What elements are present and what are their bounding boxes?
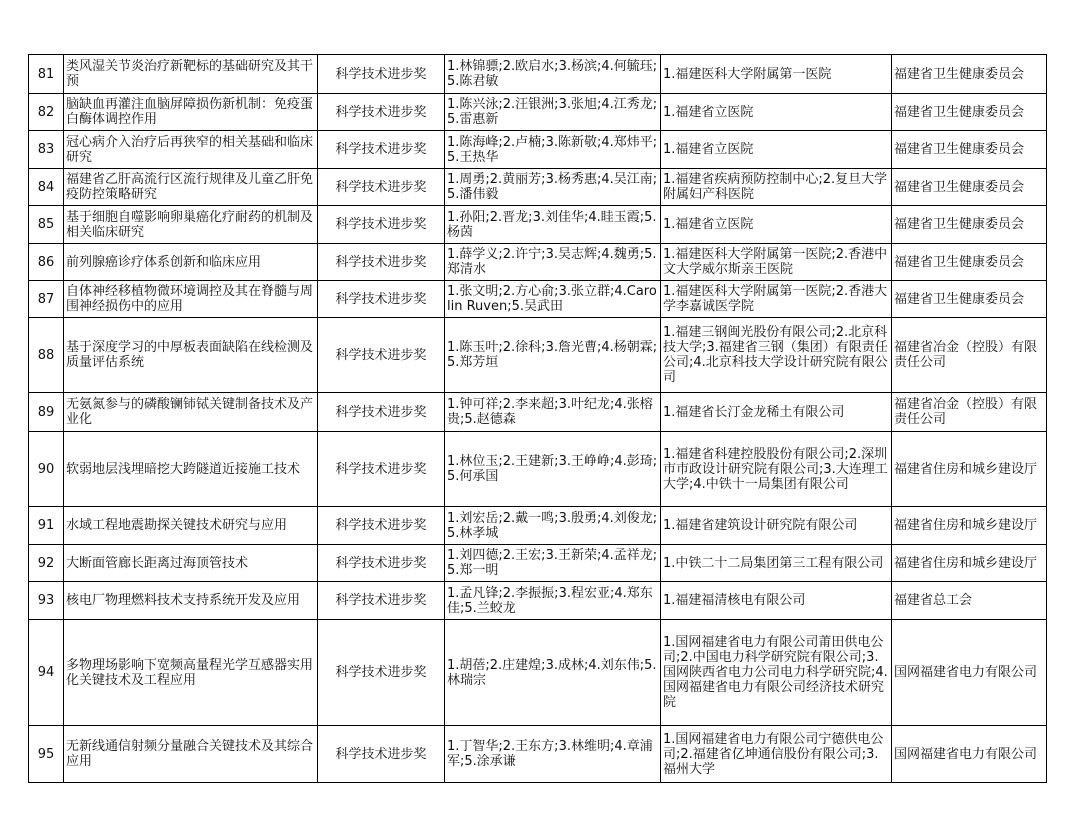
project-name: 水域工程地震勘探关键技术研究与应用 bbox=[64, 507, 318, 545]
row-number: 89 bbox=[29, 393, 64, 432]
nominating-unit: 福建省卫生健康委员会 bbox=[892, 169, 1047, 206]
table-row bbox=[29, 726, 1047, 783]
row-number: 82 bbox=[29, 94, 64, 131]
table-row bbox=[29, 620, 1047, 726]
completing-organizations: 1.福建三钢闽光股份有限公司;2.北京科技大学;3.福建省三钢（集团）有限责任公司;4.北京科技大学设计研究院有限公司 bbox=[661, 318, 892, 393]
main-contributors: 1.陈海峰;2.卢楠;3.陈新敬;4.郑炜平;5.王热华 bbox=[445, 131, 661, 169]
main-contributors: 1.刘四德;2.王宏;3.王新荣;4.孟祥龙;5.郑一明 bbox=[445, 545, 661, 582]
nominating-unit: 福建省冶金（控股）有限责任公司 bbox=[892, 393, 1047, 432]
main-contributors: 1.张文明;2.方心俞;3.张立群;4.Carolin Ruven;5.吴武田 bbox=[445, 281, 661, 318]
project-name: 冠心病介入治疗后再狭窄的相关基础和临床研究 bbox=[64, 131, 318, 169]
completing-organizations: 1.福建医科大学附属第一医院;2.香港大学李嘉诚医学院 bbox=[661, 281, 892, 318]
project-name: 大断面管廊长距离过海顶管技术 bbox=[64, 545, 318, 582]
main-contributors: 1.陈兴泳;2.汪银洲;3.张旭;4.江秀龙;5.雷惠新 bbox=[445, 94, 661, 131]
award-type: 科学技术进步奖 bbox=[318, 318, 445, 393]
table-row bbox=[29, 507, 1047, 545]
award-type: 科学技术进步奖 bbox=[318, 582, 445, 620]
table-row bbox=[29, 432, 1047, 507]
nominating-unit: 国网福建省电力有限公司 bbox=[892, 620, 1047, 726]
project-name: 基于细胞自噬影响卵巢癌化疗耐药的机制及相关临床研究 bbox=[64, 206, 318, 244]
row-number: 85 bbox=[29, 206, 64, 244]
row-number: 91 bbox=[29, 507, 64, 545]
nominating-unit: 福建省卫生健康委员会 bbox=[892, 55, 1047, 94]
table-row bbox=[29, 545, 1047, 582]
table-row bbox=[29, 206, 1047, 244]
award-type: 科学技术进步奖 bbox=[318, 94, 445, 131]
table-row bbox=[29, 169, 1047, 206]
project-name: 无新线通信射频分量融合关键技术及其综合应用 bbox=[64, 726, 318, 783]
completing-organizations: 1.福建省疾病预防控制中心;2.复旦大学附属妇产科医院 bbox=[661, 169, 892, 206]
main-contributors: 1.孟凡锋;2.李振振;3.程宏亚;4.郑东佳;5.兰蛟龙 bbox=[445, 582, 661, 620]
award-type: 科学技术进步奖 bbox=[318, 507, 445, 545]
project-name: 多物理场影响下宽频高量程光学互感器实用化关键技术及工程应用 bbox=[64, 620, 318, 726]
table-row bbox=[29, 582, 1047, 620]
completing-organizations: 1.中铁二十二局集团第三工程有限公司 bbox=[661, 545, 892, 582]
table-row bbox=[29, 55, 1047, 94]
main-contributors: 1.陈玉叶;2.徐科;3.詹光曹;4.杨朝霖;5.郑芳垣 bbox=[445, 318, 661, 393]
nominating-unit: 福建省住房和城乡建设厅 bbox=[892, 545, 1047, 582]
main-contributors: 1.丁智华;2.王东方;3.林维明;4.章浦军;5.涂承谦 bbox=[445, 726, 661, 783]
table-row bbox=[29, 393, 1047, 432]
award-type: 科学技术进步奖 bbox=[318, 244, 445, 281]
row-number: 86 bbox=[29, 244, 64, 281]
row-number: 81 bbox=[29, 55, 64, 94]
table-body bbox=[29, 55, 1047, 783]
project-name: 脑缺血再灌注血脑屏障损伤新机制：免疫蛋白酶体调控作用 bbox=[64, 94, 318, 131]
nominating-unit: 福建省住房和城乡建设厅 bbox=[892, 507, 1047, 545]
row-number: 84 bbox=[29, 169, 64, 206]
completing-organizations: 1.福建省科建控股股份有限公司;2.深圳市市政设计研究院有限公司;3.大连理工大学;4.中铁十一局集团有限公司 bbox=[661, 432, 892, 507]
project-name: 前列腺癌诊疗体系创新和临床应用 bbox=[64, 244, 318, 281]
nominating-unit: 福建省卫生健康委员会 bbox=[892, 94, 1047, 131]
row-number: 94 bbox=[29, 620, 64, 726]
nominating-unit: 福建省卫生健康委员会 bbox=[892, 244, 1047, 281]
project-name: 软弱地层浅埋暗挖大跨隧道近接施工技术 bbox=[64, 432, 318, 507]
completing-organizations: 1.福建省长汀金龙稀土有限公司 bbox=[661, 393, 892, 432]
award-type: 科学技术进步奖 bbox=[318, 206, 445, 244]
completing-organizations: 1.福建省建筑设计研究院有限公司 bbox=[661, 507, 892, 545]
award-type: 科学技术进步奖 bbox=[318, 281, 445, 318]
nominating-unit: 福建省冶金（控股）有限责任公司 bbox=[892, 318, 1047, 393]
project-name: 类风湿关节炎治疗新靶标的基础研究及其干预 bbox=[64, 55, 318, 94]
nominating-unit: 福建省卫生健康委员会 bbox=[892, 281, 1047, 318]
table-row bbox=[29, 94, 1047, 131]
table-row bbox=[29, 318, 1047, 393]
completing-organizations: 1.福建医科大学附属第一医院 bbox=[661, 55, 892, 94]
project-name: 核电厂物理燃料技术支持系统开发及应用 bbox=[64, 582, 318, 620]
project-name: 无氨氮参与的磷酸镧铈铽关键制备技术及产业化 bbox=[64, 393, 318, 432]
award-type: 科学技术进步奖 bbox=[318, 545, 445, 582]
completing-organizations: 1.福建省立医院 bbox=[661, 94, 892, 131]
project-name: 福建省乙肝高流行区流行规律及儿童乙肝免疫防控策略研究 bbox=[64, 169, 318, 206]
main-contributors: 1.刘宏岳;2.戴一鸣;3.殷勇;4.刘俊龙;5.林孝城 bbox=[445, 507, 661, 545]
project-name: 自体神经移植物微环境调控及其在脊髓与周围神经损伤中的应用 bbox=[64, 281, 318, 318]
row-number: 88 bbox=[29, 318, 64, 393]
award-type: 科学技术进步奖 bbox=[318, 432, 445, 507]
project-name: 基于深度学习的中厚板表面缺陷在线检测及质量评估系统 bbox=[64, 318, 318, 393]
row-number: 92 bbox=[29, 545, 64, 582]
award-type: 科学技术进步奖 bbox=[318, 55, 445, 94]
row-number: 83 bbox=[29, 131, 64, 169]
award-type: 科学技术进步奖 bbox=[318, 726, 445, 783]
completing-organizations: 1.国网福建省电力有限公司宁德供电公司;2.福建省亿坤通信股份有限公司;3.福州大学 bbox=[661, 726, 892, 783]
row-number: 90 bbox=[29, 432, 64, 507]
completing-organizations: 1.福建省立医院 bbox=[661, 206, 892, 244]
main-contributors: 1.胡蓓;2.庄建煌;3.成林;4.刘东伟;5.林瑞宗 bbox=[445, 620, 661, 726]
row-number: 95 bbox=[29, 726, 64, 783]
awards-table bbox=[28, 54, 1047, 783]
table-row bbox=[29, 281, 1047, 318]
main-contributors: 1.钟可祥;2.李来超;3.叶纪龙;4.张榕贵;5.赵德森 bbox=[445, 393, 661, 432]
row-number: 93 bbox=[29, 582, 64, 620]
award-type: 科学技术进步奖 bbox=[318, 131, 445, 169]
main-contributors: 1.孙阳;2.晋龙;3.刘佳华;4.眭玉霞;5.杨茵 bbox=[445, 206, 661, 244]
nominating-unit: 福建省卫生健康委员会 bbox=[892, 131, 1047, 169]
nominating-unit: 福建省卫生健康委员会 bbox=[892, 206, 1047, 244]
row-number: 87 bbox=[29, 281, 64, 318]
main-contributors: 1.林位玉;2.王建新;3.王峥峥;4.彭琦;5.何承国 bbox=[445, 432, 661, 507]
completing-organizations: 1.福建省立医院 bbox=[661, 131, 892, 169]
completing-organizations: 1.国网福建省电力有限公司莆田供电公司;2.中国电力科学研究院有限公司;3.国网陕西省电力公司电力科学研究院;4.国网福建省电力有限公司经济技术研究院 bbox=[661, 620, 892, 726]
completing-organizations: 1.福建医科大学附属第一医院;2.香港中文大学威尔斯亲王医院 bbox=[661, 244, 892, 281]
main-contributors: 1.周勇;2.黄丽芳;3.杨秀惠;4.吴江南;5.潘伟毅 bbox=[445, 169, 661, 206]
main-contributors: 1.林锦骠;2.欧启水;3.杨滨;4.何毓珏;5.陈君敏 bbox=[445, 55, 661, 94]
completing-organizations: 1.福建福清核电有限公司 bbox=[661, 582, 892, 620]
award-type: 科学技术进步奖 bbox=[318, 620, 445, 726]
nominating-unit: 国网福建省电力有限公司 bbox=[892, 726, 1047, 783]
table-row bbox=[29, 131, 1047, 169]
award-type: 科学技术进步奖 bbox=[318, 169, 445, 206]
main-contributors: 1.薛学义;2.许宁;3.吴志辉;4.魏勇;5.郑清水 bbox=[445, 244, 661, 281]
nominating-unit: 福建省住房和城乡建设厅 bbox=[892, 432, 1047, 507]
nominating-unit: 福建省总工会 bbox=[892, 582, 1047, 620]
table-row bbox=[29, 244, 1047, 281]
award-type: 科学技术进步奖 bbox=[318, 393, 445, 432]
